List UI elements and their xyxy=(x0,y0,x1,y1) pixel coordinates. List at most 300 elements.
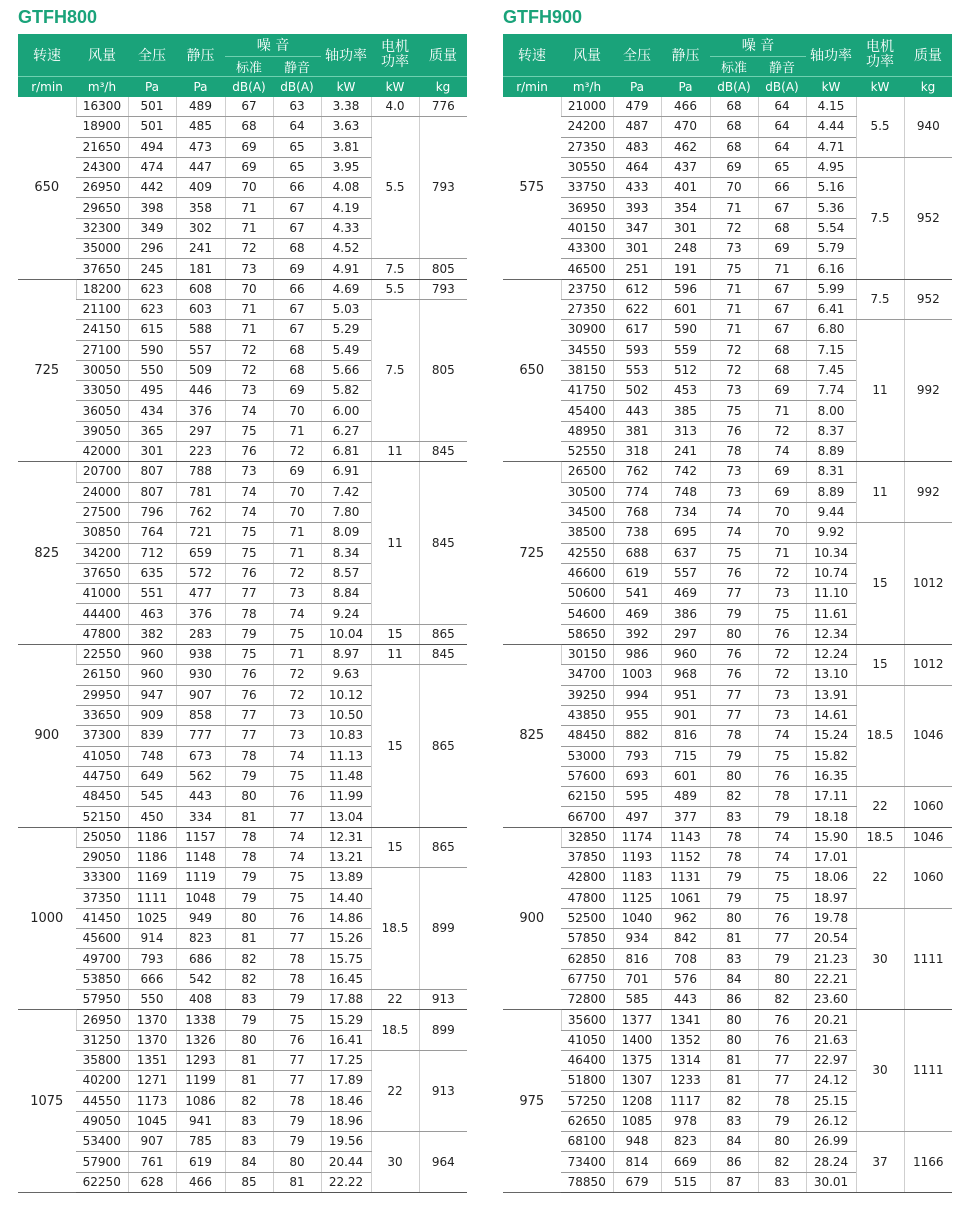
table-row xyxy=(503,157,952,177)
static-pressure-cell: 358 xyxy=(176,198,225,218)
shaft-power-cell: 4.91 xyxy=(321,259,371,279)
noise-standard-cell: 81 xyxy=(225,1050,273,1070)
static-pressure-cell: 858 xyxy=(176,705,225,725)
static-pressure-cell: 297 xyxy=(661,624,710,644)
unit-speed: r/min xyxy=(503,77,561,98)
noise-standard-cell: 67 xyxy=(225,97,273,117)
static-pressure-cell: 960 xyxy=(661,645,710,665)
static-pressure-cell: 608 xyxy=(176,279,225,299)
static-pressure-cell: 557 xyxy=(661,563,710,583)
motor-power-cell: 15 xyxy=(856,645,904,686)
flow-cell: 30500 xyxy=(561,482,613,502)
static-pressure-cell: 301 xyxy=(661,218,710,238)
total-pressure-cell: 762 xyxy=(613,462,661,482)
static-pressure-cell: 376 xyxy=(176,401,225,421)
mass-cell: 805 xyxy=(419,259,467,279)
total-pressure-cell: 550 xyxy=(128,990,176,1010)
noise-standard-cell: 83 xyxy=(710,807,758,827)
mass-cell: 992 xyxy=(904,320,952,462)
mass-cell: 805 xyxy=(419,299,467,441)
speed-cell: 725 xyxy=(503,462,561,645)
flow-cell: 73400 xyxy=(561,1152,613,1172)
noise-silent-cell: 72 xyxy=(273,563,321,583)
total-pressure-cell: 550 xyxy=(128,360,176,380)
noise-silent-cell: 83 xyxy=(758,1172,806,1192)
total-pressure-cell: 666 xyxy=(128,969,176,989)
flow-cell: 53400 xyxy=(76,1132,128,1152)
total-pressure-cell: 392 xyxy=(613,624,661,644)
flow-cell: 68100 xyxy=(561,1132,613,1152)
total-pressure-cell: 497 xyxy=(613,807,661,827)
noise-silent-cell: 79 xyxy=(273,1111,321,1131)
mass-cell: 845 xyxy=(419,462,467,624)
mass-cell: 1166 xyxy=(904,1132,952,1193)
noise-standard-cell: 76 xyxy=(225,442,273,462)
flow-cell: 62150 xyxy=(561,787,613,807)
noise-silent-cell: 78 xyxy=(273,1091,321,1111)
flow-cell: 26950 xyxy=(76,178,128,198)
noise-silent-cell: 74 xyxy=(758,726,806,746)
noise-standard-cell: 82 xyxy=(710,787,758,807)
static-pressure-cell: 462 xyxy=(661,137,710,157)
total-pressure-cell: 612 xyxy=(613,279,661,299)
noise-standard-cell: 79 xyxy=(225,1010,273,1030)
noise-standard-cell: 77 xyxy=(710,685,758,705)
table-row xyxy=(18,624,467,644)
noise-standard-cell: 87 xyxy=(710,1172,758,1192)
flow-cell: 29950 xyxy=(76,685,128,705)
shaft-power-cell: 19.56 xyxy=(321,1132,371,1152)
table-row xyxy=(18,462,467,482)
shaft-power-cell: 17.88 xyxy=(321,990,371,1010)
total-pressure-cell: 464 xyxy=(613,157,661,177)
shaft-power-cell: 6.16 xyxy=(806,259,856,279)
header-speed: 转速 xyxy=(18,34,76,77)
noise-silent-cell: 69 xyxy=(758,239,806,259)
noise-silent-cell: 75 xyxy=(273,624,321,644)
shaft-power-cell: 8.31 xyxy=(806,462,856,482)
noise-silent-cell: 77 xyxy=(758,1050,806,1070)
total-pressure-cell: 947 xyxy=(128,685,176,705)
static-pressure-cell: 781 xyxy=(176,482,225,502)
flow-cell: 21100 xyxy=(76,299,128,319)
noise-standard-cell: 74 xyxy=(225,482,273,502)
noise-standard-cell: 81 xyxy=(225,929,273,949)
total-pressure-cell: 585 xyxy=(613,990,661,1010)
total-pressure-cell: 807 xyxy=(128,482,176,502)
shaft-power-cell: 4.33 xyxy=(321,218,371,238)
speed-cell: 1000 xyxy=(18,827,76,1010)
speed-cell: 825 xyxy=(503,645,561,828)
mass-cell: 845 xyxy=(419,645,467,665)
flow-cell: 53000 xyxy=(561,746,613,766)
static-pressure-cell: 823 xyxy=(661,1132,710,1152)
shaft-power-cell: 16.41 xyxy=(321,1030,371,1050)
flow-cell: 57600 xyxy=(561,766,613,786)
noise-silent-cell: 79 xyxy=(273,1132,321,1152)
shaft-power-cell: 3.81 xyxy=(321,137,371,157)
table-row xyxy=(503,462,952,482)
flow-cell: 33750 xyxy=(561,178,613,198)
noise-silent-cell: 67 xyxy=(273,299,321,319)
noise-standard-cell: 68 xyxy=(710,137,758,157)
motor-power-cell: 11 xyxy=(371,645,419,665)
flow-cell: 24150 xyxy=(76,320,128,340)
noise-silent-cell: 70 xyxy=(758,502,806,522)
table-row xyxy=(18,827,467,847)
motor-power-cell: 7.5 xyxy=(371,299,419,441)
shaft-power-cell: 20.44 xyxy=(321,1152,371,1172)
static-pressure-cell: 470 xyxy=(661,117,710,137)
motor-power-cell: 15 xyxy=(371,665,419,827)
noise-standard-cell: 74 xyxy=(225,502,273,522)
noise-standard-cell: 79 xyxy=(710,888,758,908)
static-pressure-cell: 673 xyxy=(176,746,225,766)
noise-standard-cell: 73 xyxy=(710,239,758,259)
noise-standard-cell: 84 xyxy=(710,969,758,989)
shaft-power-cell: 18.97 xyxy=(806,888,856,908)
total-pressure-cell: 483 xyxy=(613,137,661,157)
noise-silent-cell: 77 xyxy=(273,807,321,827)
total-pressure-cell: 442 xyxy=(128,178,176,198)
flow-cell: 46600 xyxy=(561,563,613,583)
speed-cell: 900 xyxy=(503,827,561,1010)
noise-standard-cell: 77 xyxy=(225,584,273,604)
flow-cell: 78850 xyxy=(561,1172,613,1192)
noise-silent-cell: 80 xyxy=(758,969,806,989)
noise-silent-cell: 68 xyxy=(758,360,806,380)
shaft-power-cell: 16.35 xyxy=(806,766,856,786)
total-pressure-cell: 907 xyxy=(128,1132,176,1152)
flow-cell: 37350 xyxy=(76,888,128,908)
noise-silent-cell: 66 xyxy=(273,178,321,198)
shaft-power-cell: 7.15 xyxy=(806,340,856,360)
total-pressure-cell: 590 xyxy=(128,340,176,360)
total-pressure-cell: 474 xyxy=(128,157,176,177)
flow-cell: 42800 xyxy=(561,868,613,888)
shaft-power-cell: 5.66 xyxy=(321,360,371,380)
noise-standard-cell: 76 xyxy=(710,421,758,441)
flow-cell: 58650 xyxy=(561,624,613,644)
total-pressure-cell: 381 xyxy=(613,421,661,441)
static-pressure-cell: 930 xyxy=(176,665,225,685)
static-pressure-cell: 453 xyxy=(661,381,710,401)
shaft-power-cell: 8.97 xyxy=(321,645,371,665)
noise-silent-cell: 79 xyxy=(273,990,321,1010)
flow-cell: 47800 xyxy=(561,888,613,908)
unit-flow: m³/h xyxy=(76,77,128,98)
noise-standard-cell: 81 xyxy=(710,929,758,949)
flow-cell: 24300 xyxy=(76,157,128,177)
shaft-power-cell: 11.10 xyxy=(806,584,856,604)
noise-silent-cell: 77 xyxy=(273,1050,321,1070)
flow-cell: 33300 xyxy=(76,868,128,888)
shaft-power-cell: 10.50 xyxy=(321,705,371,725)
noise-silent-cell: 65 xyxy=(273,157,321,177)
static-pressure-cell: 1086 xyxy=(176,1091,225,1111)
total-pressure-cell: 623 xyxy=(128,299,176,319)
total-pressure-cell: 1377 xyxy=(613,1010,661,1030)
flow-cell: 27100 xyxy=(76,340,128,360)
noise-standard-cell: 80 xyxy=(710,766,758,786)
shaft-power-cell: 23.60 xyxy=(806,990,856,1010)
flow-cell: 49700 xyxy=(76,949,128,969)
static-pressure-cell: 1131 xyxy=(661,868,710,888)
noise-silent-cell: 71 xyxy=(273,543,321,563)
noise-silent-cell: 70 xyxy=(273,401,321,421)
noise-silent-cell: 79 xyxy=(758,949,806,969)
flow-cell: 40150 xyxy=(561,218,613,238)
noise-silent-cell: 75 xyxy=(758,746,806,766)
shaft-power-cell: 6.41 xyxy=(806,299,856,319)
noise-standard-cell: 83 xyxy=(710,1111,758,1131)
header-noise-silent: 静音 xyxy=(758,57,806,77)
shaft-power-cell: 14.40 xyxy=(321,888,371,908)
static-pressure-cell: 469 xyxy=(661,584,710,604)
shaft-power-cell: 8.57 xyxy=(321,563,371,583)
motor-power-cell: 5.5 xyxy=(371,279,419,299)
static-pressure-cell: 695 xyxy=(661,523,710,543)
flow-cell: 36050 xyxy=(76,401,128,421)
motor-power-cell: 5.5 xyxy=(371,117,419,259)
static-pressure-cell: 1352 xyxy=(661,1030,710,1050)
shaft-power-cell: 15.90 xyxy=(806,827,856,847)
noise-standard-cell: 75 xyxy=(225,645,273,665)
shaft-power-cell: 11.13 xyxy=(321,746,371,766)
noise-standard-cell: 71 xyxy=(710,198,758,218)
total-pressure-cell: 382 xyxy=(128,624,176,644)
flow-cell: 47800 xyxy=(76,624,128,644)
total-pressure-cell: 738 xyxy=(613,523,661,543)
static-pressure-cell: 762 xyxy=(176,502,225,522)
static-pressure-cell: 907 xyxy=(176,685,225,705)
noise-standard-cell: 78 xyxy=(710,847,758,867)
noise-standard-cell: 72 xyxy=(225,360,273,380)
shaft-power-cell: 8.89 xyxy=(806,482,856,502)
flow-cell: 48450 xyxy=(561,726,613,746)
flow-cell: 26500 xyxy=(561,462,613,482)
motor-power-cell: 11 xyxy=(856,462,904,523)
shaft-power-cell: 30.01 xyxy=(806,1172,856,1192)
noise-silent-cell: 76 xyxy=(273,787,321,807)
noise-silent-cell: 74 xyxy=(758,847,806,867)
total-pressure-cell: 615 xyxy=(128,320,176,340)
static-pressure-cell: 823 xyxy=(176,929,225,949)
flow-cell: 36950 xyxy=(561,198,613,218)
motor-power-cell: 11 xyxy=(371,462,419,624)
flow-cell: 25050 xyxy=(76,827,128,847)
shaft-power-cell: 21.23 xyxy=(806,949,856,969)
total-pressure-cell: 761 xyxy=(128,1152,176,1172)
static-pressure-cell: 447 xyxy=(176,157,225,177)
noise-standard-cell: 75 xyxy=(710,259,758,279)
flow-cell: 29050 xyxy=(76,847,128,867)
static-pressure-cell: 601 xyxy=(661,766,710,786)
noise-standard-cell: 77 xyxy=(225,705,273,725)
noise-standard-cell: 71 xyxy=(225,299,273,319)
total-pressure-cell: 774 xyxy=(613,482,661,502)
noise-standard-cell: 78 xyxy=(710,442,758,462)
table-title: GTFH800 xyxy=(18,7,98,27)
shaft-power-cell: 8.37 xyxy=(806,421,856,441)
static-pressure-cell: 1314 xyxy=(661,1050,710,1070)
noise-standard-cell: 69 xyxy=(225,157,273,177)
noise-silent-cell: 67 xyxy=(758,198,806,218)
noise-silent-cell: 71 xyxy=(758,401,806,421)
total-pressure-cell: 245 xyxy=(128,259,176,279)
mass-cell: 1046 xyxy=(904,685,952,786)
flow-cell: 30150 xyxy=(561,645,613,665)
header-noise-standard: 标准 xyxy=(225,57,273,77)
total-pressure-cell: 628 xyxy=(128,1172,176,1192)
flow-cell: 26950 xyxy=(76,1010,128,1030)
noise-silent-cell: 68 xyxy=(273,239,321,259)
total-pressure-cell: 1186 xyxy=(128,827,176,847)
static-pressure-cell: 512 xyxy=(661,360,710,380)
mass-cell: 952 xyxy=(904,157,952,279)
speed-cell: 900 xyxy=(18,645,76,828)
header-speed: 转速 xyxy=(503,34,561,77)
noise-silent-cell: 73 xyxy=(758,685,806,705)
static-pressure-cell: 788 xyxy=(176,462,225,482)
noise-standard-cell: 83 xyxy=(710,949,758,969)
noise-standard-cell: 82 xyxy=(225,969,273,989)
static-pressure-cell: 297 xyxy=(176,421,225,441)
noise-silent-cell: 72 xyxy=(758,421,806,441)
total-pressure-cell: 748 xyxy=(128,746,176,766)
flow-cell: 21000 xyxy=(561,97,613,117)
shaft-power-cell: 10.34 xyxy=(806,543,856,563)
total-pressure-cell: 251 xyxy=(613,259,661,279)
static-pressure-cell: 901 xyxy=(661,705,710,725)
total-pressure-cell: 463 xyxy=(128,604,176,624)
shaft-power-cell: 21.63 xyxy=(806,1030,856,1050)
static-pressure-cell: 1293 xyxy=(176,1050,225,1070)
flow-cell: 37300 xyxy=(76,726,128,746)
shaft-power-cell: 5.03 xyxy=(321,299,371,319)
total-pressure-cell: 1375 xyxy=(613,1050,661,1070)
noise-standard-cell: 82 xyxy=(225,949,273,969)
noise-standard-cell: 79 xyxy=(225,624,273,644)
flow-cell: 41050 xyxy=(76,746,128,766)
motor-power-cell: 30 xyxy=(856,1010,904,1132)
total-pressure-cell: 839 xyxy=(128,726,176,746)
total-pressure-cell: 545 xyxy=(128,787,176,807)
static-pressure-cell: 409 xyxy=(176,178,225,198)
shaft-power-cell: 4.71 xyxy=(806,137,856,157)
noise-silent-cell: 69 xyxy=(273,381,321,401)
static-pressure-cell: 949 xyxy=(176,908,225,928)
mass-cell: 952 xyxy=(904,279,952,320)
speed-cell: 650 xyxy=(18,97,76,279)
noise-standard-cell: 77 xyxy=(710,584,758,604)
header-mass: 质量 xyxy=(904,34,952,77)
shaft-power-cell: 7.45 xyxy=(806,360,856,380)
noise-standard-cell: 77 xyxy=(710,705,758,725)
static-pressure-cell: 619 xyxy=(176,1152,225,1172)
flow-cell: 18900 xyxy=(76,117,128,137)
flow-cell: 42000 xyxy=(76,442,128,462)
noise-silent-cell: 69 xyxy=(273,462,321,482)
noise-silent-cell: 68 xyxy=(758,218,806,238)
total-pressure-cell: 1173 xyxy=(128,1091,176,1111)
noise-standard-cell: 75 xyxy=(225,523,273,543)
header-noise-silent: 静音 xyxy=(273,57,321,77)
shaft-power-cell: 25.15 xyxy=(806,1091,856,1111)
shaft-power-cell: 8.84 xyxy=(321,584,371,604)
noise-silent-cell: 71 xyxy=(273,523,321,543)
static-pressure-cell: 576 xyxy=(661,969,710,989)
table-row xyxy=(18,868,467,888)
flow-cell: 46500 xyxy=(561,259,613,279)
mass-cell: 913 xyxy=(419,990,467,1010)
noise-standard-cell: 75 xyxy=(225,421,273,441)
flow-cell: 44550 xyxy=(76,1091,128,1111)
table-row xyxy=(503,645,952,665)
static-pressure-cell: 241 xyxy=(661,442,710,462)
noise-silent-cell: 72 xyxy=(273,665,321,685)
table-row xyxy=(503,685,952,705)
noise-silent-cell: 81 xyxy=(273,1172,321,1192)
header-total-pressure: 全压 xyxy=(613,34,661,77)
total-pressure-cell: 768 xyxy=(613,502,661,522)
flow-cell: 32300 xyxy=(76,218,128,238)
shaft-power-cell: 26.12 xyxy=(806,1111,856,1131)
noise-standard-cell: 73 xyxy=(710,482,758,502)
static-pressure-cell: 489 xyxy=(176,97,225,117)
motor-power-cell: 4.0 xyxy=(371,97,419,117)
noise-silent-cell: 65 xyxy=(758,157,806,177)
flow-cell: 52150 xyxy=(76,807,128,827)
noise-standard-cell: 81 xyxy=(225,1071,273,1091)
shaft-power-cell: 14.61 xyxy=(806,705,856,725)
mass-cell: 899 xyxy=(419,868,467,990)
total-pressure-cell: 450 xyxy=(128,807,176,827)
shaft-power-cell: 5.36 xyxy=(806,198,856,218)
flow-cell: 31250 xyxy=(76,1030,128,1050)
total-pressure-cell: 433 xyxy=(613,178,661,198)
mass-cell: 899 xyxy=(419,1010,467,1051)
shaft-power-cell: 18.96 xyxy=(321,1111,371,1131)
shaft-power-cell: 5.79 xyxy=(806,239,856,259)
total-pressure-cell: 1111 xyxy=(128,888,176,908)
total-pressure-cell: 955 xyxy=(613,705,661,725)
flow-cell: 54600 xyxy=(561,604,613,624)
flow-cell: 43850 xyxy=(561,705,613,725)
flow-cell: 62650 xyxy=(561,1111,613,1131)
flow-cell: 37650 xyxy=(76,563,128,583)
static-pressure-cell: 376 xyxy=(176,604,225,624)
noise-silent-cell: 67 xyxy=(758,320,806,340)
noise-standard-cell: 76 xyxy=(710,665,758,685)
noise-standard-cell: 80 xyxy=(225,1030,273,1050)
noise-silent-cell: 66 xyxy=(758,178,806,198)
flow-cell: 49050 xyxy=(76,1111,128,1131)
shaft-power-cell: 13.10 xyxy=(806,665,856,685)
noise-standard-cell: 72 xyxy=(225,340,273,360)
noise-silent-cell: 67 xyxy=(273,320,321,340)
total-pressure-cell: 807 xyxy=(128,462,176,482)
static-pressure-cell: 603 xyxy=(176,299,225,319)
noise-standard-cell: 71 xyxy=(225,218,273,238)
shaft-power-cell: 4.69 xyxy=(321,279,371,299)
mass-cell: 865 xyxy=(419,624,467,644)
flow-cell: 48950 xyxy=(561,421,613,441)
shaft-power-cell: 8.00 xyxy=(806,401,856,421)
noise-silent-cell: 76 xyxy=(758,908,806,928)
motor-power-cell: 18.5 xyxy=(856,685,904,786)
flow-cell: 35600 xyxy=(561,1010,613,1030)
